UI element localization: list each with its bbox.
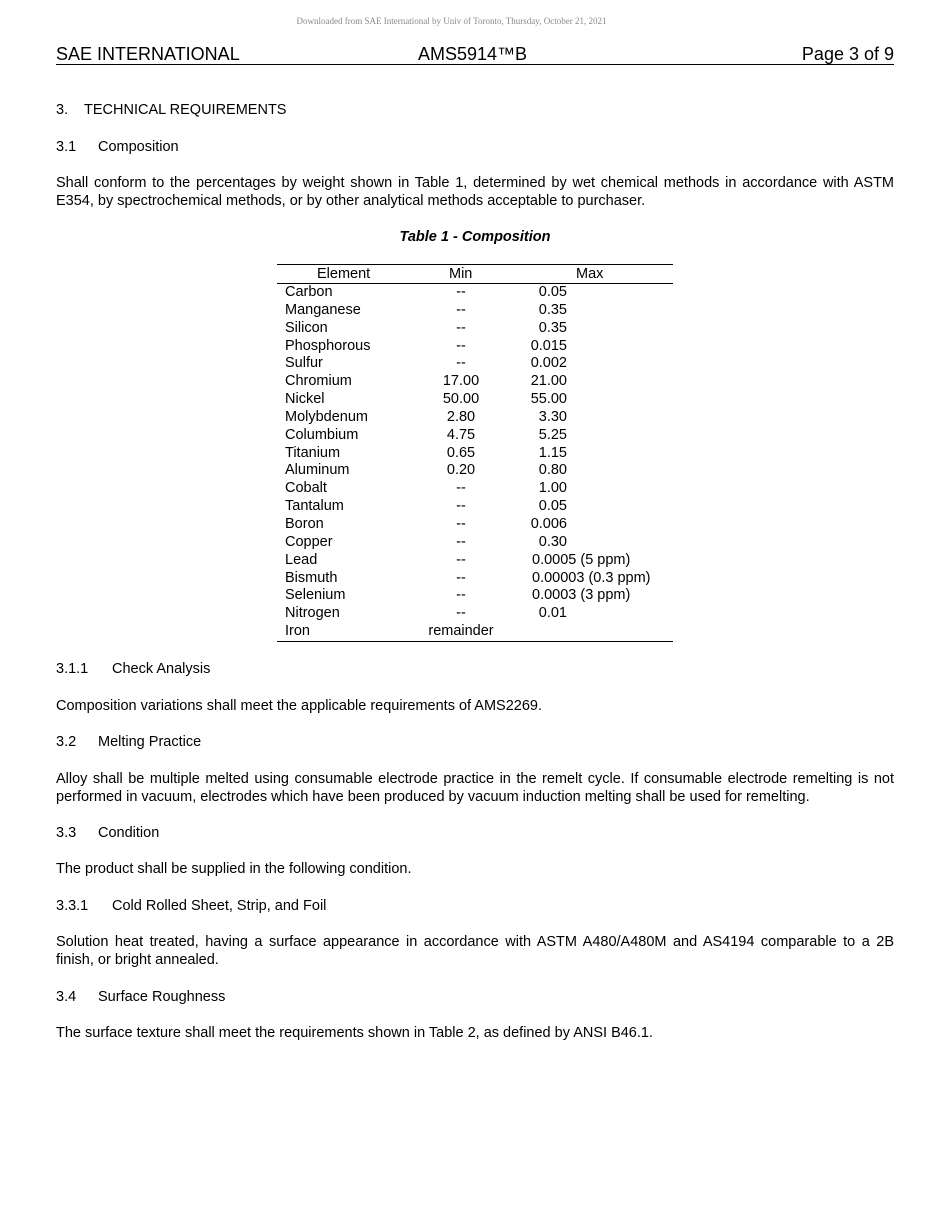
cell-element: Lead [285, 551, 318, 568]
cell-element: Nitrogen [285, 605, 340, 622]
cell-max: 5.25 [538, 426, 567, 443]
cell-max: 1.15 [538, 444, 567, 461]
cell-max: 0.006 [530, 515, 567, 532]
cell-max: 0.30 [538, 533, 567, 550]
table-row [277, 445, 673, 463]
cell-element: Chromium [285, 373, 352, 390]
cell-element: Manganese [285, 301, 361, 318]
cell-element: Tantalum [285, 498, 344, 515]
section-title: Surface Roughness [98, 989, 226, 1005]
cell-min: -- [456, 337, 466, 354]
table-row [277, 355, 673, 373]
cell-min: -- [456, 284, 466, 300]
section-3-1-paragraph: Shall conform to the percentages by weight shown in Table 1, determined by wet chemical methods in accordance with ASTM E354, by spectrochemical methods, or by other analytical methods acceptable to purchaser. [56, 175, 894, 209]
table-row [277, 587, 673, 605]
table-row [277, 534, 673, 552]
table-row [277, 623, 673, 641]
section-title: Condition [98, 825, 160, 841]
cell-element: Phosphorous [285, 337, 371, 354]
header-element: Element [317, 266, 371, 282]
cell-max: 0.015 [530, 337, 567, 354]
composition-table [277, 264, 673, 642]
table-1-caption: Table 1 - Composition [399, 229, 551, 245]
section-number: 3.3 [56, 825, 77, 841]
cell-max: 0.01 [538, 605, 567, 622]
cell-max: 3.30 [538, 408, 567, 425]
cell-element: Silicon [285, 319, 328, 336]
table-row [277, 516, 673, 534]
section-3-1-1-paragraph: Composition variations shall meet the applicable requirements of AMS2269. [56, 698, 543, 714]
cell-min: -- [456, 355, 466, 372]
cell-max: 0.80 [538, 462, 567, 479]
cell-min: 2.80 [446, 408, 476, 425]
table-body [277, 284, 673, 641]
section-title: Melting Practice [98, 734, 202, 750]
table-row [277, 409, 673, 427]
cell-max: 0.0003 (3 ppm) [532, 587, 631, 604]
cell-max: 0.35 [538, 319, 567, 336]
cell-max: 55.00 [530, 391, 567, 408]
table-row [277, 605, 673, 623]
section-title: Check Analysis [112, 661, 211, 677]
table-header-row [277, 265, 673, 284]
section-3-3-1-heading [56, 897, 894, 915]
table-row [277, 498, 673, 516]
cell-min: remainder [428, 623, 494, 640]
header-page-number: Page 3 of 9 [801, 44, 894, 64]
section-3-3-1-paragraph: Solution heat treated, having a surface appearance in accordance with ASTM A480/A480M and AS4194 comparable to a 2B finish, or bright annealed. [56, 934, 894, 968]
table-row [277, 552, 673, 570]
table-row [277, 391, 673, 409]
table-row [277, 302, 673, 320]
cell-element: Boron [285, 515, 324, 532]
cell-min: 0.65 [446, 444, 476, 461]
cell-min: -- [456, 515, 466, 532]
cell-element: Sulfur [285, 355, 323, 372]
cell-max: 0.00003 (0.3 ppm) [532, 569, 651, 586]
cell-element: Copper [285, 533, 333, 550]
cell-min: -- [456, 498, 466, 515]
cell-element: Aluminum [285, 462, 350, 479]
cell-min: -- [456, 480, 466, 497]
cell-element: Carbon [285, 284, 333, 300]
cell-element: Cobalt [285, 480, 327, 497]
section-title: TECHNICAL REQUIREMENTS [84, 102, 287, 118]
table-row [277, 284, 673, 302]
cell-min: -- [456, 301, 466, 318]
section-3-2-heading [56, 733, 894, 751]
cell-min: -- [456, 533, 466, 550]
section-title: Composition [98, 139, 179, 155]
cell-max: 0.05 [538, 284, 567, 300]
section-number: 3.3.1 [56, 898, 89, 914]
table-row [277, 427, 673, 445]
cell-min: -- [456, 605, 466, 622]
table-row [277, 462, 673, 480]
cell-min: -- [456, 319, 466, 336]
header-min: Min [449, 266, 473, 282]
section-3-3-heading [56, 824, 894, 842]
cell-min: 0.20 [446, 462, 476, 479]
page-header [56, 44, 894, 65]
cell-max: 0.05 [538, 498, 567, 515]
cell-element: Titanium [285, 444, 341, 461]
cell-element: Columbium [285, 426, 359, 443]
download-watermark: Downloaded from SAE International by Univ of Toronto, Thursday, October 21, 2021 [296, 16, 607, 26]
cell-min: -- [456, 551, 466, 568]
table-row [277, 480, 673, 498]
cell-min: -- [456, 569, 466, 586]
cell-min: 17.00 [442, 373, 480, 390]
section-3-3-paragraph: The product shall be supplied in the following condition. [56, 861, 412, 877]
cell-min: 50.00 [442, 391, 480, 408]
cell-max: 0.0005 (5 ppm) [532, 551, 631, 568]
section-3-4-heading [56, 988, 894, 1006]
cell-element: Bismuth [285, 569, 338, 586]
section-3-2-paragraph: Alloy shall be multiple melted using consumable electrode practice in the remelt cycle. If consumable electrode remelting is not performed in vacuum, electrodes which have been produced by vacuum induction melting shall be used for remelting. [56, 771, 894, 805]
table-row [277, 338, 673, 356]
cell-min: 4.75 [446, 426, 476, 443]
cell-max: 0.35 [538, 301, 567, 318]
cell-min: -- [456, 587, 466, 604]
header-organization: SAE INTERNATIONAL [56, 44, 240, 64]
section-number: 3. [56, 102, 69, 118]
cell-element: Selenium [285, 587, 346, 604]
table-row [277, 570, 673, 588]
section-3-heading [56, 101, 894, 119]
section-number: 3.1 [56, 139, 77, 155]
cell-element: Molybdenum [285, 408, 369, 425]
cell-element: Iron [285, 623, 310, 640]
cell-max: 21.00 [530, 373, 567, 390]
section-3-1-1-heading [56, 660, 894, 678]
table-row [277, 320, 673, 338]
cell-max: 0.002 [530, 355, 567, 372]
section-number: 3.4 [56, 989, 77, 1005]
header-document-number: AMS5914™B [418, 44, 528, 64]
section-3-4-paragraph: The surface texture shall meet the requirements shown in Table 2, as defined by ANSI B46.1. [56, 1025, 653, 1041]
cell-element: Nickel [285, 391, 325, 408]
header-max: Max [576, 266, 604, 282]
cell-max: 1.00 [538, 480, 567, 497]
section-number: 3.1.1 [56, 661, 89, 677]
section-title: Cold Rolled Sheet, Strip, and Foil [112, 898, 327, 914]
section-number: 3.2 [56, 734, 77, 750]
table-row [277, 373, 673, 391]
section-3-1-heading [56, 138, 894, 156]
